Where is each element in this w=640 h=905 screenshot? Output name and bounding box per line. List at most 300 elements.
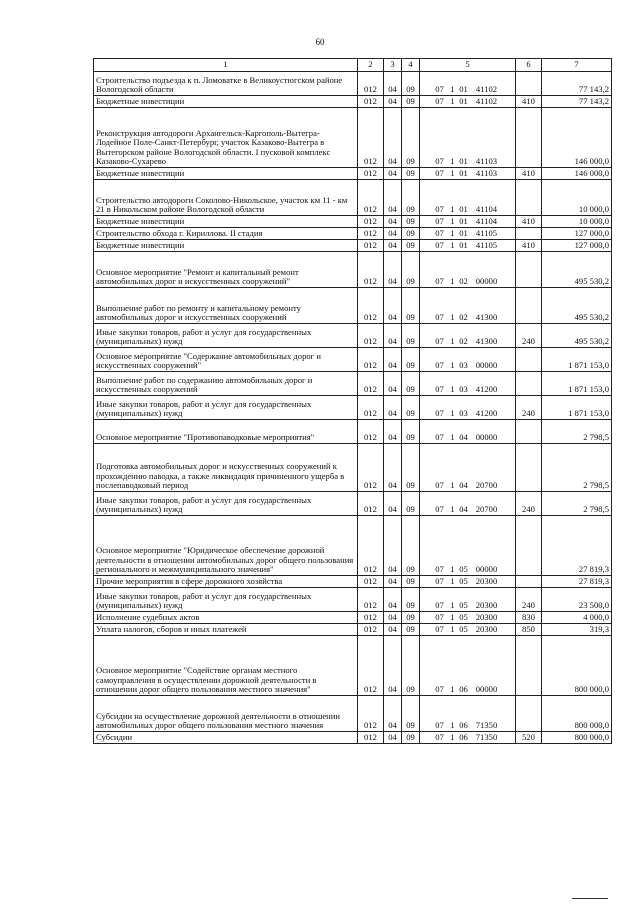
target-code-part: 07 <box>435 84 444 95</box>
row-ministry-code: 012 <box>358 624 384 636</box>
row-amount: 800 000,0 <box>542 732 612 744</box>
target-code-part: 20300 <box>475 612 498 623</box>
row-target-article-code <box>420 732 516 744</box>
row-ministry-code: 012 <box>358 288 384 324</box>
row-section-code: 04 <box>384 72 402 96</box>
row-name: Бюджетные инвестиции <box>94 240 358 252</box>
row-section-code: 04 <box>384 216 402 228</box>
row-subsection-code: 09 <box>402 72 420 96</box>
row-ministry-code: 012 <box>358 324 384 348</box>
row-target-article-code <box>420 96 516 108</box>
row-section-code: 04 <box>384 516 402 576</box>
row-target-article-code <box>420 588 516 612</box>
row-target-article-code <box>420 324 516 348</box>
row-expense-type <box>516 72 542 96</box>
row-amount: 1 871 153,0 <box>542 396 612 420</box>
target-code-part: 1 <box>450 204 455 215</box>
target-code-part: 01 <box>459 156 468 167</box>
row-amount: 495 530,2 <box>542 288 612 324</box>
row-amount: 1 871 153,0 <box>542 372 612 396</box>
row-section-code: 04 <box>384 96 402 108</box>
row-amount: 27 819,3 <box>542 576 612 588</box>
row-expense-type <box>516 516 542 576</box>
row-amount: 77 143,2 <box>542 96 612 108</box>
row-amount: 23 500,0 <box>542 588 612 612</box>
target-code-part: 00000 <box>475 684 498 695</box>
row-subsection-code: 09 <box>402 216 420 228</box>
row-name: Иные закупки товаров, работ и услуг для государственных (муниципальных) нужд <box>94 588 358 612</box>
row-target-article-code <box>420 180 516 216</box>
header-col-2: 2 <box>358 59 384 72</box>
target-code-part: 1 <box>450 600 455 611</box>
target-code-part: 41103 <box>475 156 498 167</box>
row-section-code: 04 <box>384 180 402 216</box>
target-code-part: 1 <box>450 216 455 227</box>
row-expense-type: 410 <box>516 240 542 252</box>
row-name: Основное мероприятие "Содействие органам местного самоуправления в осуществлении дорожной деятельности в отношении дорог общего пользования местного значения" <box>94 636 358 696</box>
row-ministry-code: 012 <box>358 696 384 732</box>
target-code-part: 1 <box>450 432 455 443</box>
target-code-part: 07 <box>435 732 444 743</box>
target-code-part: 03 <box>459 408 468 419</box>
row-expense-type <box>516 252 542 288</box>
row-amount: 495 530,2 <box>542 252 612 288</box>
target-code-part: 1 <box>450 228 455 239</box>
row-section-code: 04 <box>384 636 402 696</box>
row-target-article-code <box>420 252 516 288</box>
row-ministry-code: 012 <box>358 516 384 576</box>
row-ministry-code: 012 <box>358 612 384 624</box>
target-code-part: 01 <box>459 96 468 107</box>
target-code-part: 05 <box>459 624 468 635</box>
table-row <box>94 240 612 252</box>
target-code-part: 00000 <box>475 360 498 371</box>
target-code-part: 07 <box>435 408 444 419</box>
target-code-part: 1 <box>450 96 455 107</box>
table-row <box>94 72 612 96</box>
target-code-part: 01 <box>459 84 468 95</box>
footer-rule <box>572 898 608 899</box>
row-ministry-code: 012 <box>358 588 384 612</box>
row-target-article-code <box>420 516 516 576</box>
target-code-part: 1 <box>450 384 455 395</box>
row-expense-type: 410 <box>516 168 542 180</box>
row-amount: 800 000,0 <box>542 636 612 696</box>
target-code-part: 07 <box>435 360 444 371</box>
row-target-article-code <box>420 108 516 168</box>
target-code-part: 1 <box>450 576 455 587</box>
table-row <box>94 372 612 396</box>
row-section-code: 04 <box>384 228 402 240</box>
row-expense-type <box>516 636 542 696</box>
row-subsection-code: 09 <box>402 492 420 516</box>
row-name: Выполнение работ по ремонту и капитальному ремонту автомобильных дорог и искусственных сооружений <box>94 288 358 324</box>
row-amount: 2 798,5 <box>542 444 612 492</box>
target-code-part: 71350 <box>475 720 498 731</box>
row-expense-type: 240 <box>516 492 542 516</box>
row-amount: 10 000,0 <box>542 216 612 228</box>
row-subsection-code: 09 <box>402 180 420 216</box>
target-code-part: 1 <box>450 732 455 743</box>
row-ministry-code: 012 <box>358 396 384 420</box>
target-code-part: 07 <box>435 156 444 167</box>
target-code-part: 20300 <box>475 576 498 587</box>
row-subsection-code: 09 <box>402 396 420 420</box>
target-code-part: 04 <box>459 432 468 443</box>
target-code-part: 05 <box>459 600 468 611</box>
target-code-part: 41300 <box>475 312 498 323</box>
row-target-article-code <box>420 240 516 252</box>
row-subsection-code: 09 <box>402 516 420 576</box>
row-name: Бюджетные инвестиции <box>94 216 358 228</box>
row-section-code: 04 <box>384 348 402 372</box>
row-ministry-code: 012 <box>358 576 384 588</box>
row-section-code: 04 <box>384 372 402 396</box>
target-code-part: 05 <box>459 576 468 587</box>
row-subsection-code: 09 <box>402 168 420 180</box>
target-code-part: 01 <box>459 168 468 179</box>
target-code-part: 01 <box>459 216 468 227</box>
row-target-article-code <box>420 168 516 180</box>
target-code-part: 00000 <box>475 564 498 575</box>
row-expense-type: 410 <box>516 216 542 228</box>
target-code-part: 1 <box>450 408 455 419</box>
row-subsection-code: 09 <box>402 576 420 588</box>
row-amount: 495 530,2 <box>542 324 612 348</box>
row-expense-type: 520 <box>516 732 542 744</box>
row-section-code: 04 <box>384 420 402 444</box>
target-code-part: 07 <box>435 684 444 695</box>
row-section-code: 04 <box>384 576 402 588</box>
target-code-part: 71350 <box>475 732 498 743</box>
row-target-article-code <box>420 228 516 240</box>
table-row <box>94 228 612 240</box>
target-code-part: 1 <box>450 168 455 179</box>
table-row <box>94 396 612 420</box>
row-subsection-code: 09 <box>402 228 420 240</box>
row-amount: 127 000,0 <box>542 228 612 240</box>
row-section-code: 04 <box>384 624 402 636</box>
row-section-code: 04 <box>384 612 402 624</box>
target-code-part: 05 <box>459 612 468 623</box>
header-col-1: 1 <box>94 59 358 72</box>
row-ministry-code: 012 <box>358 372 384 396</box>
budget-table <box>93 58 612 744</box>
target-code-part: 07 <box>435 720 444 731</box>
header-col-6: 6 <box>516 59 542 72</box>
target-code-part: 06 <box>459 732 468 743</box>
header-col-4: 4 <box>402 59 420 72</box>
row-amount: 2 798,5 <box>542 420 612 444</box>
target-code-part: 00000 <box>475 432 498 443</box>
row-amount: 1 871 153,0 <box>542 348 612 372</box>
row-expense-type: 240 <box>516 396 542 420</box>
row-expense-type <box>516 696 542 732</box>
target-code-part: 41200 <box>475 384 498 395</box>
row-amount: 27 819,3 <box>542 516 612 576</box>
row-name: Основное мероприятие "Юридическое обеспечение дорожной деятельности в отношении автомобильных дорог общего пользования регионального и межмуниципального значения" <box>94 516 358 576</box>
row-ministry-code: 012 <box>358 420 384 444</box>
row-name: Исполнение судебных актов <box>94 612 358 624</box>
target-code-part: 41102 <box>475 96 498 107</box>
table-body <box>94 72 612 744</box>
target-code-part: 07 <box>435 504 444 515</box>
row-name: Субсидии <box>94 732 358 744</box>
row-expense-type <box>516 288 542 324</box>
target-code-part: 1 <box>450 612 455 623</box>
row-amount: 127 000,0 <box>542 240 612 252</box>
row-name: Прочие мероприятия в сфере дорожного хозяйства <box>94 576 358 588</box>
row-name: Бюджетные инвестиции <box>94 168 358 180</box>
row-name: Основное мероприятие "Ремонт и капитальный ремонт автомобильных дорог и искусственных сооружений" <box>94 252 358 288</box>
row-expense-type <box>516 444 542 492</box>
target-code-part: 07 <box>435 564 444 575</box>
target-code-part: 01 <box>459 204 468 215</box>
target-code-part: 01 <box>459 240 468 251</box>
row-section-code: 04 <box>384 288 402 324</box>
target-code-part: 41102 <box>475 84 498 95</box>
target-code-part: 1 <box>450 480 455 491</box>
target-code-part: 07 <box>435 624 444 635</box>
row-target-article-code <box>420 636 516 696</box>
row-expense-type: 240 <box>516 324 542 348</box>
row-section-code: 04 <box>384 444 402 492</box>
row-expense-type <box>516 228 542 240</box>
target-code-part: 1 <box>450 336 455 347</box>
target-code-part: 20700 <box>475 480 498 491</box>
row-subsection-code: 09 <box>402 348 420 372</box>
row-target-article-code <box>420 492 516 516</box>
row-section-code: 04 <box>384 324 402 348</box>
row-section-code: 04 <box>384 168 402 180</box>
target-code-part: 41300 <box>475 336 498 347</box>
target-code-part: 1 <box>450 276 455 287</box>
target-code-part: 1 <box>450 240 455 251</box>
table-row <box>94 516 612 576</box>
target-code-part: 1 <box>450 360 455 371</box>
row-name: Основное мероприятие "Содержание автомобильных дорог и искусственных сооружений" <box>94 348 358 372</box>
target-code-part: 41105 <box>475 240 498 251</box>
row-name: Иные закупки товаров, работ и услуг для государственных (муниципальных) нужд <box>94 492 358 516</box>
row-subsection-code: 09 <box>402 324 420 348</box>
row-section-code: 04 <box>384 396 402 420</box>
row-ministry-code: 012 <box>358 228 384 240</box>
table-row <box>94 636 612 696</box>
table-row <box>94 324 612 348</box>
row-name: Реконструкция автодороги Архангельск-Каргополь-Вытегра-Лодейное Поле-Санкт-Петербург, участок Казаково-Вытегра в Вытегорском районе Вологодской области. I пусковой комплекс Казаково-Сухарево <box>94 108 358 168</box>
row-name: Уплата налогов, сборов и иных платежей <box>94 624 358 636</box>
row-amount: 77 143,2 <box>542 72 612 96</box>
row-subsection-code: 09 <box>402 96 420 108</box>
row-target-article-code <box>420 576 516 588</box>
table-row <box>94 180 612 216</box>
target-code-part: 04 <box>459 504 468 515</box>
table-header-row <box>94 59 612 72</box>
target-code-part: 06 <box>459 720 468 731</box>
target-code-part: 20300 <box>475 624 498 635</box>
table-row <box>94 696 612 732</box>
row-name: Строительство обхода г. Кириллова. II стадия <box>94 228 358 240</box>
table-row <box>94 216 612 228</box>
row-name: Субсидии на осуществление дорожной деятельности в отношении автомобильных дорог общего пользования местного значения <box>94 696 358 732</box>
target-code-part: 07 <box>435 216 444 227</box>
row-ministry-code: 012 <box>358 108 384 168</box>
table-row <box>94 252 612 288</box>
row-amount: 4 000,0 <box>542 612 612 624</box>
row-ministry-code: 012 <box>358 96 384 108</box>
row-expense-type: 850 <box>516 624 542 636</box>
target-code-part: 07 <box>435 576 444 587</box>
target-code-part: 41104 <box>475 216 498 227</box>
target-code-part: 1 <box>450 684 455 695</box>
table-row <box>94 348 612 372</box>
row-name: Иные закупки товаров, работ и услуг для государственных (муниципальных) нужд <box>94 396 358 420</box>
row-name: Строительство подъезда к п. Ломоватке в Великоустюгском районе Вологодской области <box>94 72 358 96</box>
row-target-article-code <box>420 624 516 636</box>
row-section-code: 04 <box>384 588 402 612</box>
row-target-article-code <box>420 420 516 444</box>
row-target-article-code <box>420 396 516 420</box>
target-code-part: 07 <box>435 612 444 623</box>
row-expense-type <box>516 180 542 216</box>
row-section-code: 04 <box>384 240 402 252</box>
row-name: Основное мероприятие "Противопаводковые мероприятия" <box>94 420 358 444</box>
row-subsection-code: 09 <box>402 108 420 168</box>
header-col-5: 5 <box>420 59 516 72</box>
target-code-part: 07 <box>435 228 444 239</box>
target-code-part: 1 <box>450 84 455 95</box>
row-ministry-code: 012 <box>358 444 384 492</box>
target-code-part: 41200 <box>475 408 498 419</box>
target-code-part: 1 <box>450 504 455 515</box>
target-code-part: 07 <box>435 336 444 347</box>
row-name: Бюджетные инвестиции <box>94 96 358 108</box>
table-row <box>94 732 612 744</box>
target-code-part: 1 <box>450 624 455 635</box>
row-subsection-code: 09 <box>402 696 420 732</box>
row-target-article-code <box>420 696 516 732</box>
target-code-part: 20700 <box>475 504 498 515</box>
target-code-part: 07 <box>435 600 444 611</box>
target-code-part: 1 <box>450 156 455 167</box>
table-row <box>94 108 612 168</box>
row-ministry-code: 012 <box>358 240 384 252</box>
row-subsection-code: 09 <box>402 288 420 324</box>
row-ministry-code: 012 <box>358 252 384 288</box>
row-ministry-code: 012 <box>358 348 384 372</box>
row-section-code: 04 <box>384 492 402 516</box>
target-code-part: 41104 <box>475 204 498 215</box>
row-expense-type <box>516 372 542 396</box>
row-subsection-code: 09 <box>402 732 420 744</box>
target-code-part: 07 <box>435 204 444 215</box>
row-target-article-code <box>420 288 516 324</box>
target-code-part: 07 <box>435 480 444 491</box>
target-code-part: 02 <box>459 276 468 287</box>
target-code-part: 03 <box>459 360 468 371</box>
header-col-7: 7 <box>542 59 612 72</box>
target-code-part: 00000 <box>475 276 498 287</box>
table-row <box>94 492 612 516</box>
row-expense-type <box>516 108 542 168</box>
table-row <box>94 420 612 444</box>
row-target-article-code <box>420 612 516 624</box>
row-ministry-code: 012 <box>358 180 384 216</box>
table-row <box>94 612 612 624</box>
row-amount: 10 000,0 <box>542 180 612 216</box>
row-subsection-code: 09 <box>402 444 420 492</box>
row-section-code: 04 <box>384 108 402 168</box>
row-ministry-code: 012 <box>358 216 384 228</box>
row-subsection-code: 09 <box>402 240 420 252</box>
target-code-part: 1 <box>450 312 455 323</box>
target-code-part: 41105 <box>475 228 498 239</box>
row-subsection-code: 09 <box>402 252 420 288</box>
row-name: Иные закупки товаров, работ и услуг для государственных (муниципальных) нужд <box>94 324 358 348</box>
target-code-part: 06 <box>459 684 468 695</box>
table-row <box>94 444 612 492</box>
row-expense-type: 410 <box>516 96 542 108</box>
page-number: 60 <box>315 37 325 47</box>
row-expense-type <box>516 420 542 444</box>
row-target-article-code <box>420 444 516 492</box>
row-expense-type <box>516 576 542 588</box>
header-col-3: 3 <box>384 59 402 72</box>
row-target-article-code <box>420 348 516 372</box>
target-code-part: 01 <box>459 228 468 239</box>
table-row <box>94 576 612 588</box>
table-row <box>94 168 612 180</box>
target-code-part: 07 <box>435 276 444 287</box>
row-ministry-code: 012 <box>358 492 384 516</box>
table-row <box>94 96 612 108</box>
row-name: Выполнение работ по содержанию автомобильных дорог и искусственных сооружений <box>94 372 358 396</box>
table-row <box>94 624 612 636</box>
row-subsection-code: 09 <box>402 624 420 636</box>
row-expense-type: 240 <box>516 588 542 612</box>
row-ministry-code: 012 <box>358 72 384 96</box>
row-amount: 2 798,5 <box>542 492 612 516</box>
target-code-part: 41103 <box>475 168 498 179</box>
row-amount: 146 000,0 <box>542 108 612 168</box>
target-code-part: 20300 <box>475 600 498 611</box>
row-expense-type: 830 <box>516 612 542 624</box>
table-row <box>94 288 612 324</box>
row-name: Подготовка автомобильных дорог и искусственных сооружений к прохождению паводка, а также ликвидация причиненного ущерба в послепаводковый период <box>94 444 358 492</box>
target-code-part: 04 <box>459 480 468 491</box>
table-row <box>94 588 612 612</box>
row-subsection-code: 09 <box>402 420 420 444</box>
target-code-part: 02 <box>459 312 468 323</box>
row-subsection-code: 09 <box>402 588 420 612</box>
target-code-part: 07 <box>435 312 444 323</box>
row-ministry-code: 012 <box>358 168 384 180</box>
row-section-code: 04 <box>384 732 402 744</box>
row-target-article-code <box>420 372 516 396</box>
row-ministry-code: 012 <box>358 636 384 696</box>
target-code-part: 03 <box>459 384 468 395</box>
target-code-part: 07 <box>435 240 444 251</box>
row-amount: 146 000,0 <box>542 168 612 180</box>
row-target-article-code <box>420 216 516 228</box>
target-code-part: 07 <box>435 384 444 395</box>
row-subsection-code: 09 <box>402 612 420 624</box>
target-code-part: 05 <box>459 564 468 575</box>
target-code-part: 1 <box>450 720 455 731</box>
row-target-article-code <box>420 72 516 96</box>
row-ministry-code: 012 <box>358 732 384 744</box>
target-code-part: 02 <box>459 336 468 347</box>
